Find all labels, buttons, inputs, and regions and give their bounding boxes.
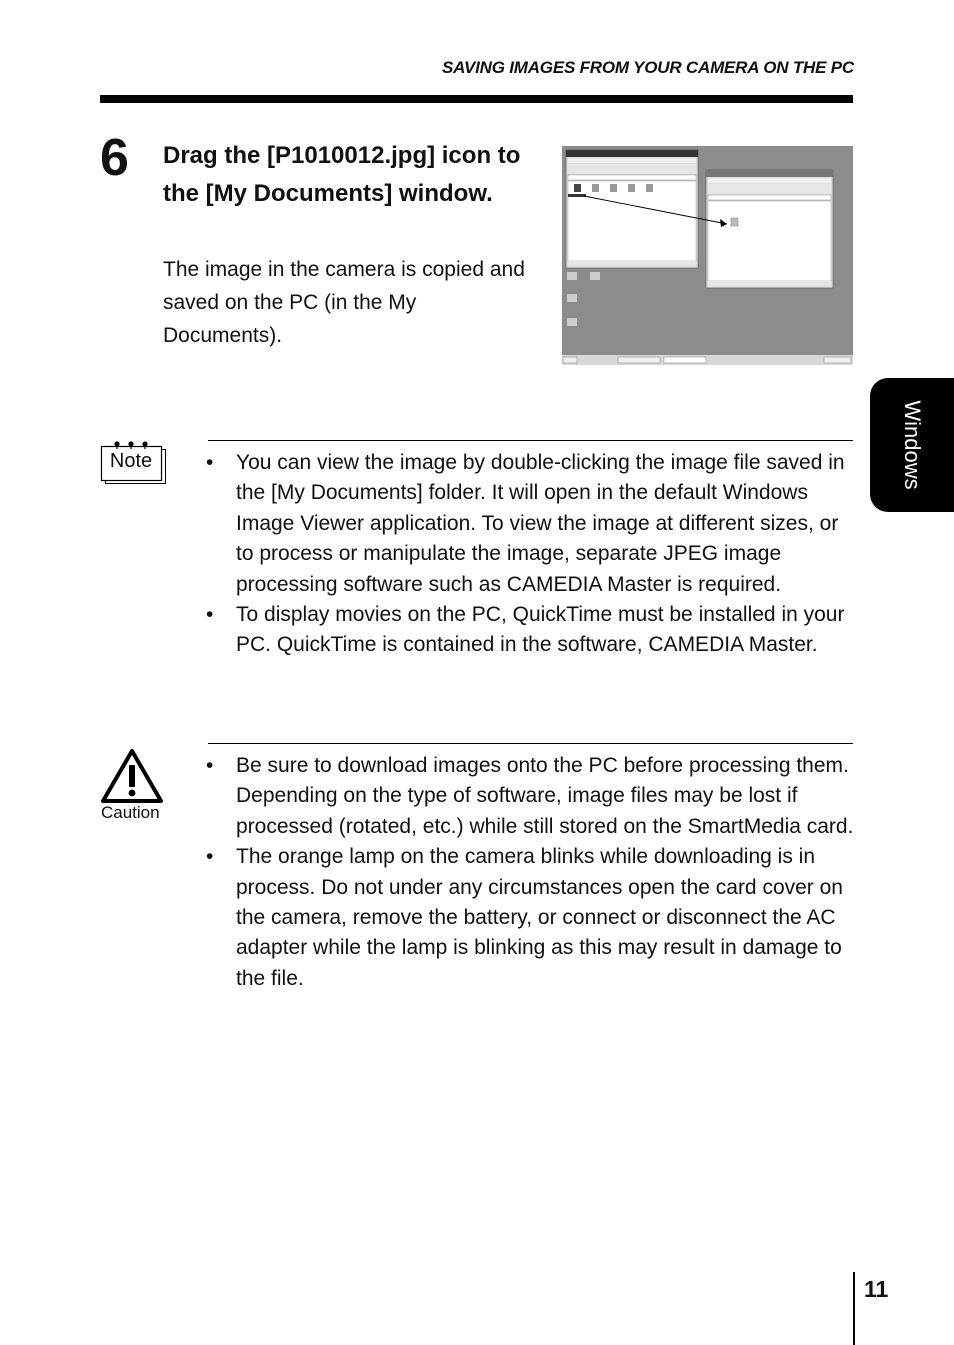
section-tab-label: Windows [900, 400, 925, 490]
note-label: Note [109, 450, 153, 472]
list-item: • Be sure to download images onto the PC before processing them. Depending on the type of software, image files may be lost if processed (rotated, etc.) while still stored on the SmartMedia card. [206, 751, 856, 842]
note-list [206, 448, 856, 661]
page-number: 11 [864, 1276, 889, 1302]
running-head: SAVING IMAGES FROM YOUR CAMERA ON THE PC [442, 58, 854, 77]
step-description: The image in the camera is copied and saved on the PC (in the My Documents). [163, 258, 525, 347]
caution-list [206, 751, 856, 994]
list-item: • You can view the image by double-clicking the image file saved in the [My Documents] folder. It will open in the default Windows Image Viewer application. To view the image at different sizes, or to process or manipulate the image, separate JPEG image processing software such as CAMEDIA Master is required. [206, 448, 856, 600]
list-item: • To display movies on the PC, QuickTime must be installed in your PC. QuickTime is contained in the software, CAMEDIA Master. [206, 600, 856, 661]
step-number: 6 [100, 129, 129, 187]
caution-rule [208, 743, 853, 744]
header-rule [100, 95, 853, 103]
desktop-screenshot [562, 146, 853, 365]
list-item: • The orange lamp on the camera blinks while downloading is in process. Do not under any circumstances open the card cover on the camera, remove the battery, or connect or disconnect the AC adapter while the lamp is blinking as this may result in damage to the file. [206, 842, 856, 994]
section-tab-windows [870, 378, 954, 512]
page-number-rule [853, 1272, 855, 1345]
note-rule [208, 440, 853, 441]
warning-icon [100, 748, 164, 804]
step-title: Drag the [P1010012.jpg] icon to the [My Documents] window. [163, 142, 521, 207]
caution-label: Caution [101, 803, 160, 822]
